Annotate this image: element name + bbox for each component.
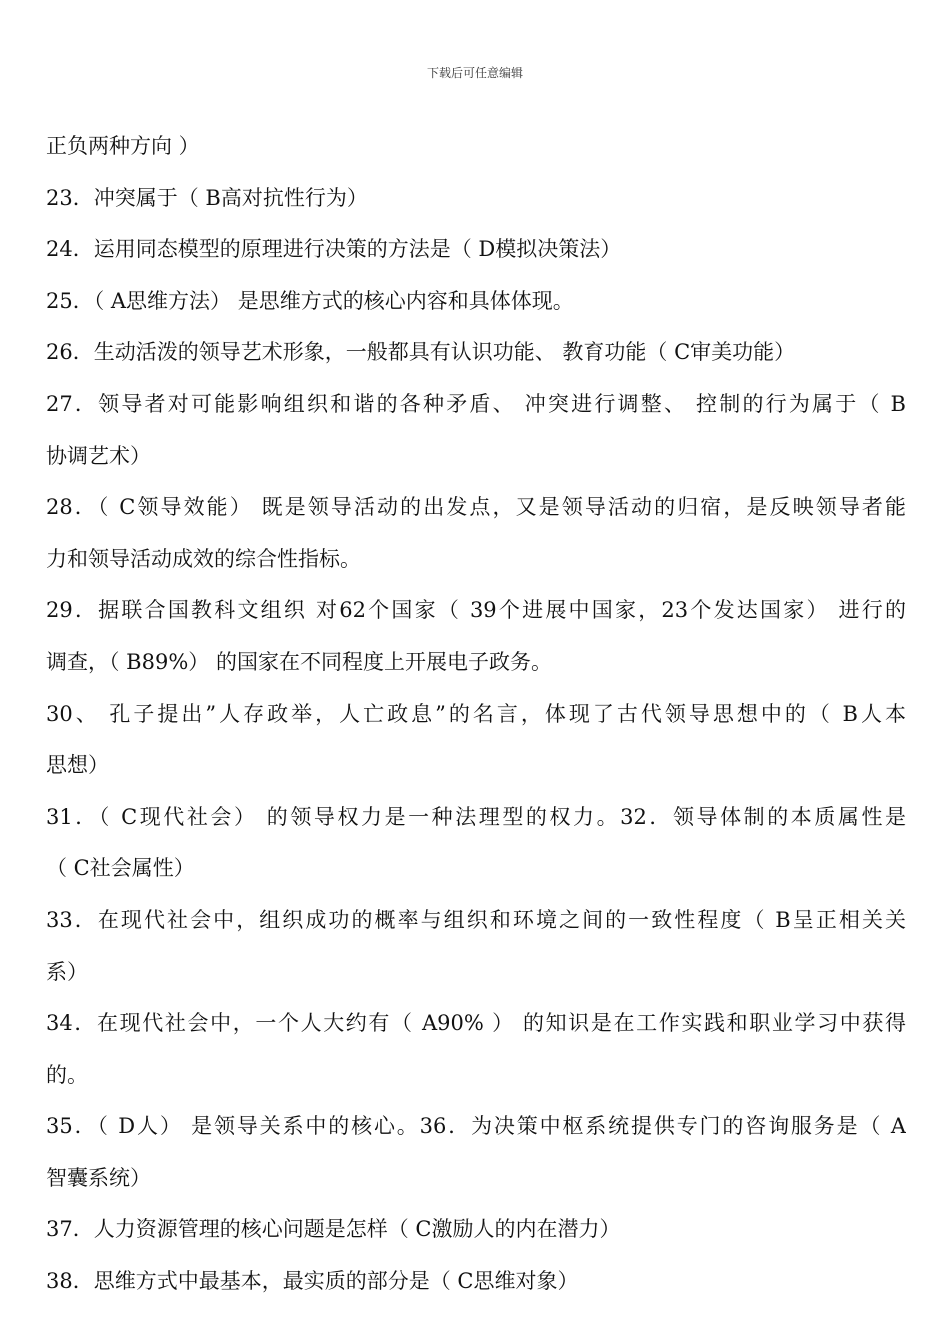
text-line: （ C社会属性） [46,856,195,881]
text-line: 协调艺术） [46,443,151,468]
text-line: 31．（ C现代社会） 的领导权力是一种法理型的权力。32．领导体制的本质属性是 [46,804,906,829]
text-line: 38．思维方式中最基本，最实质的部分是（ C思维对象） [46,1269,579,1294]
text-line: 27．领导者对可能影响组织和谐的各种矛盾、 冲突进行调整、 控制的行为属于（ B [46,391,906,416]
text-line: 28．（ C领导效能） 既是领导活动的出发点，又是领导活动的归宿，是反映领导者能 [46,495,906,520]
document-body [46,124,906,1311]
text-line: 33．在现代社会中，组织成功的概率与组织和环境之间的一致性程度（ B呈正相关关 [46,907,906,932]
text-line: 29．据联合国教科文组织 对62个国家（ 39个进展中国家，23个发达国家） 进行的 [46,598,906,623]
text-line: 思想） [46,753,109,778]
text-line: 的。 [46,1062,88,1087]
text-line: 力和领导活动成效的综合性指标。 [46,546,361,571]
text-line: 30、 孔子提出”人存政举，人亡政息”的名言，体现了古代领导思想中的（ B人本 [46,701,906,726]
text-line: 正负两种方向 ） [46,134,200,158]
text-line: 24．运用同态模型的原理进行决策的方法是（ D模拟决策法） [46,237,622,262]
text-line: 34．在现代社会中，一个人大约有（ A90% ） 的知识是在工作实践和职业学习中获得 [46,1011,906,1036]
text-line: 26．生动活泼的领导艺术形象，一般都具有认识功能、 教育功能（ C审美功能） [46,340,796,365]
text-line: 智囊系统） [46,1165,151,1190]
text-line: 系） [46,959,88,984]
text-line: 35．（ D人） 是领导关系中的核心。36．为决策中枢系统提供专门的咨询服务是（ A [46,1114,906,1139]
text-line: 调查，（ B89%） 的国家在不同程度上开展电子政务。 [46,649,552,674]
text-line: 37．人力资源管理的核心问题是怎样（ C激励人的内在潜力） [46,1217,621,1242]
text-line: 23．冲突属于（ B高对抗性行为） [46,185,368,210]
text-line: 25．（ A思维方法） 是思维方式的核心内容和具体体现。 [46,288,574,313]
page-header: 下载后可任意编辑 [426,66,523,80]
